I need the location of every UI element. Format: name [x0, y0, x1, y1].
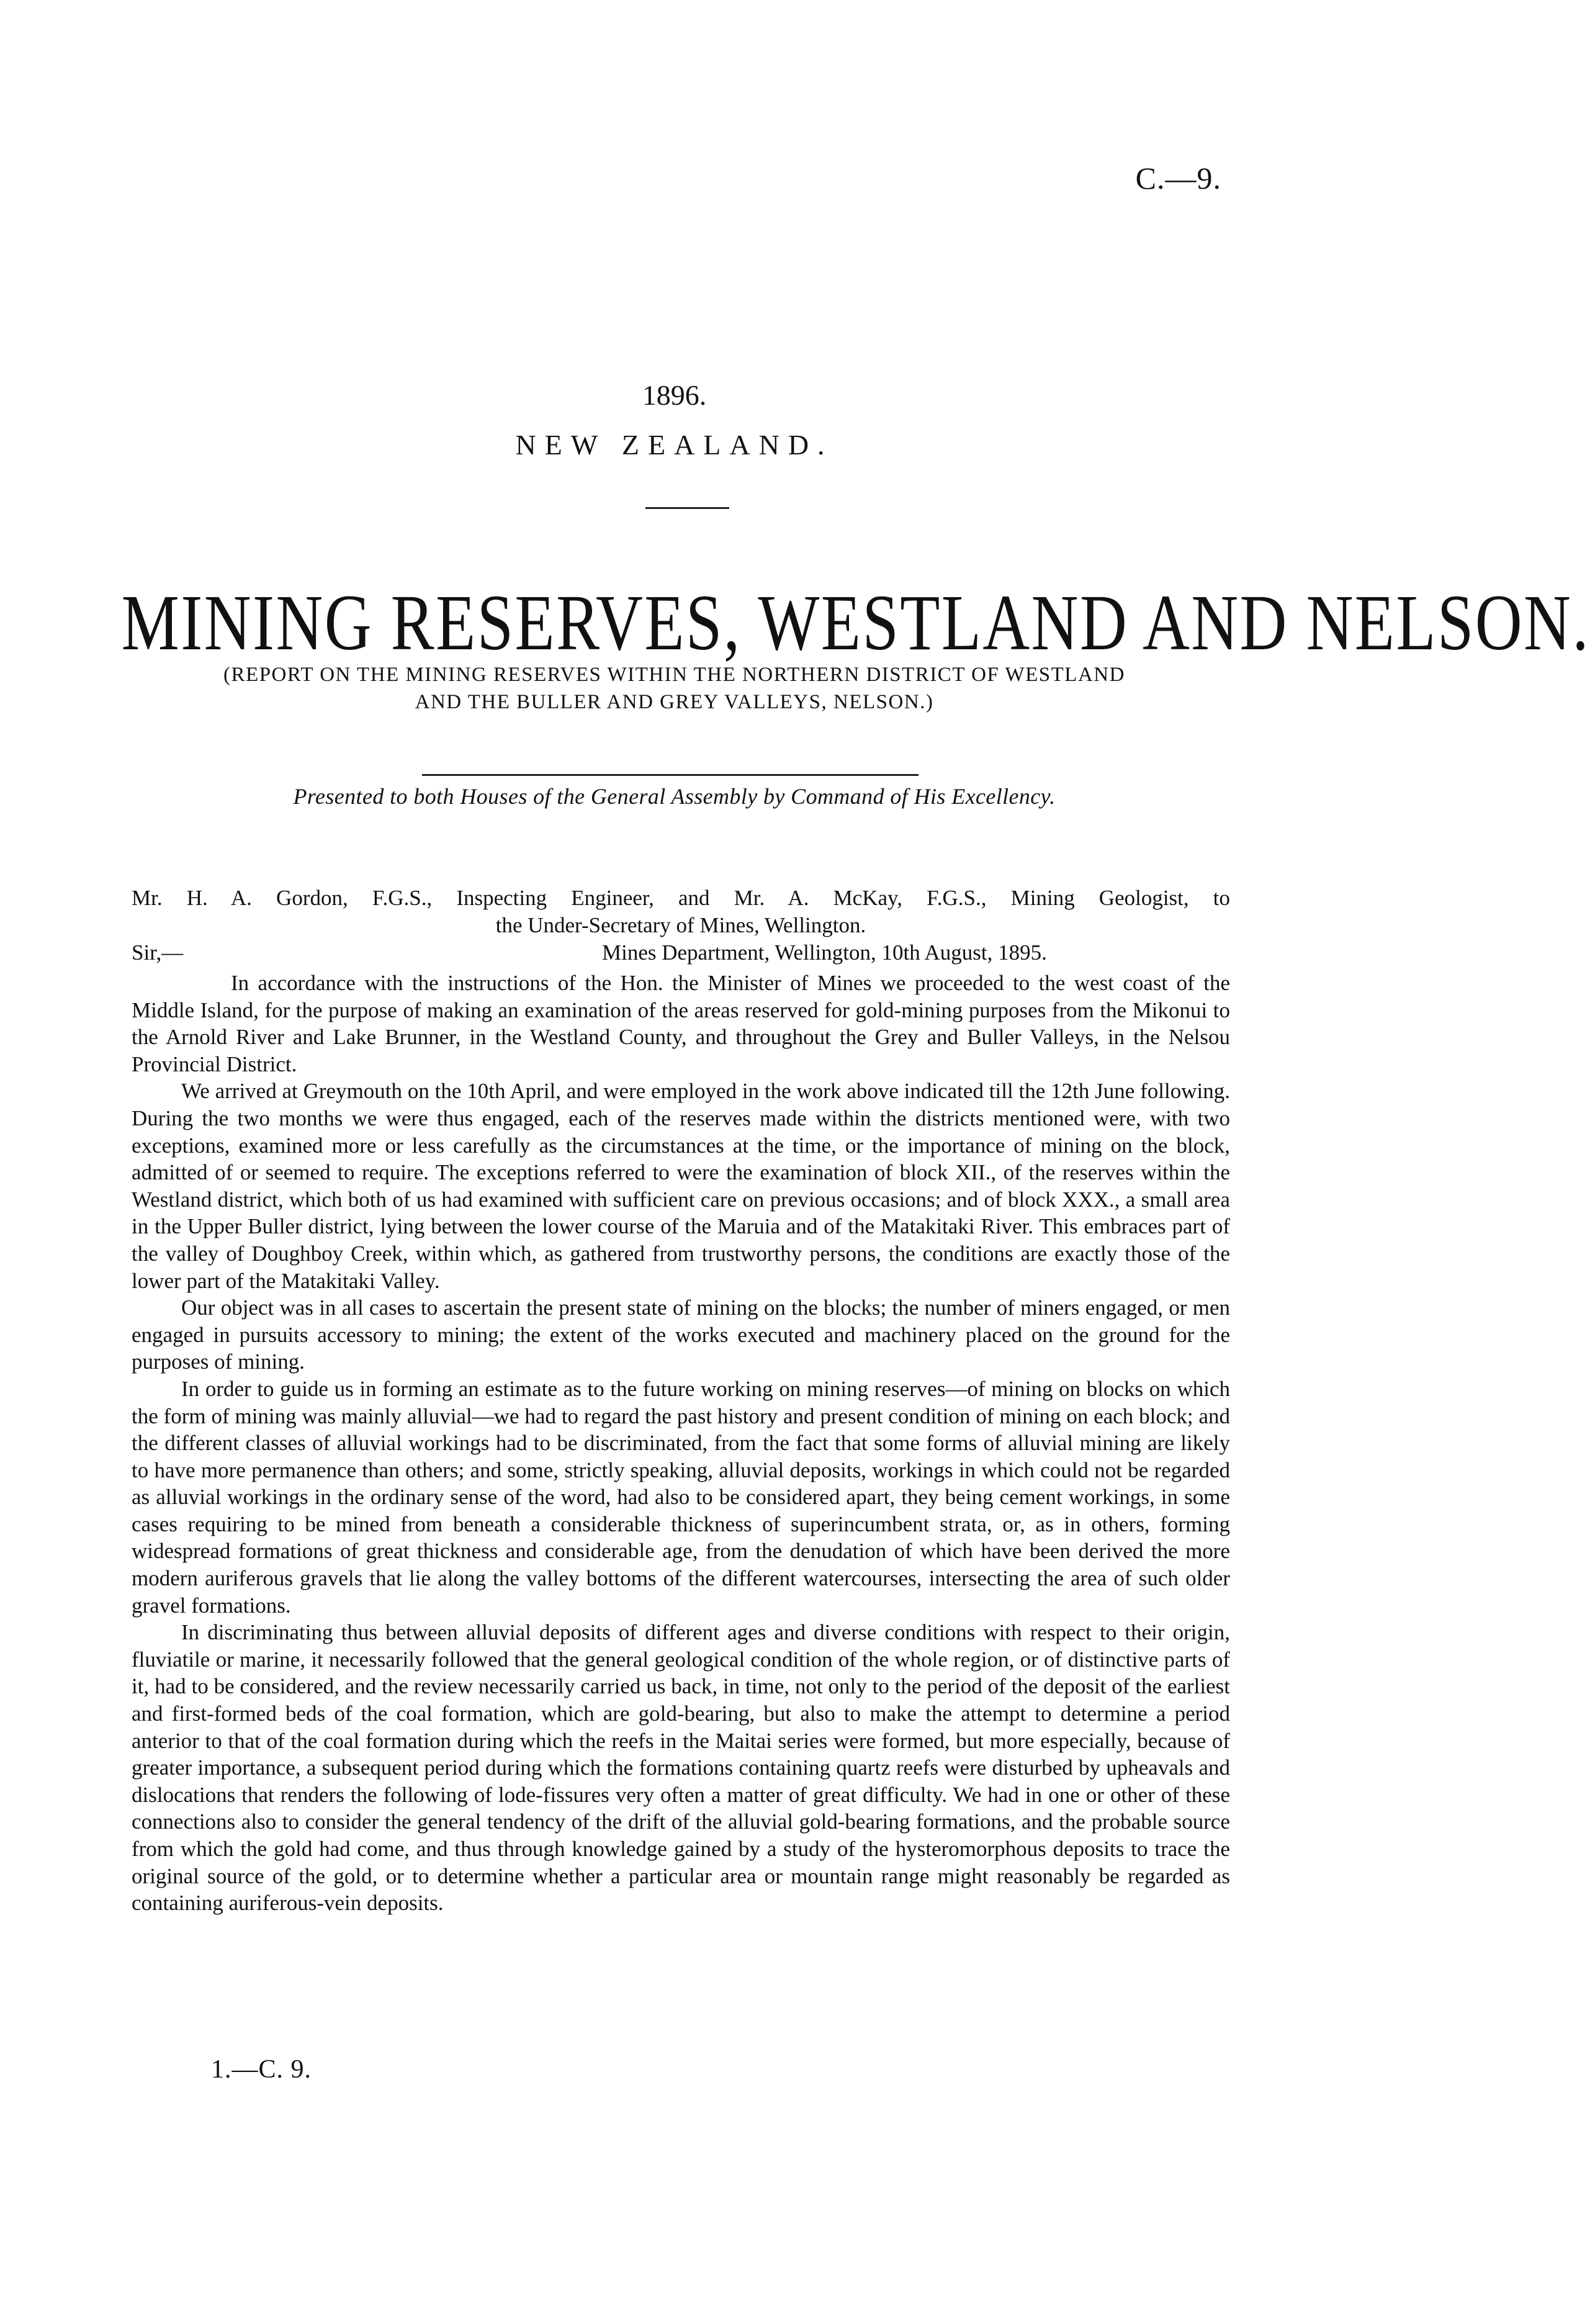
- subtitle-line-1: (REPORT ON THE MINING RESERVES WITHIN THE NORTHERN DISTRICT OF WESTLAND: [223, 664, 1125, 686]
- publication-year: 1896.: [642, 379, 707, 411]
- country-heading: NEW ZEALAND.: [515, 429, 833, 461]
- short-rule-divider: [645, 507, 729, 509]
- body-paragraph: In discriminating thus between alluvial deposits of different ages and diverse conditions with respect to their origin, fluviatile or marine, it necessarily followed that the general geological condition of the whole region, or of distinctive parts of it, had to be considered, and the review necessarily carried us back, in time, not only to the period of the deposit of the earliest and first-formed beds of the coal formation, which are gold-bearing, but also to make the attempt to determine a period anterior to that of the coal formation during which the reefs in the Maitai series were formed, but more especially, because of greater importance, a subsequent period during which the formations containing quartz reefs were disturbed by upheavals and dislocations that renders the following of lode-fissures very often a matter of great difficulty. We had in one or other of these connections also to consider the general tendency of the drift of the alluvial gold-bearing formations, and the probable source from which the gold had come, and thus through knowledge gained by a study of the hysteromorphous deposits to trace the original source of the gold, or to determine whether a particular area or mountain range might reasonably be regarded as containing auriferous-vein deposits.: [132, 1620, 1230, 1916]
- dateline: Mines Department, Wellington, 10th August, 1895.: [602, 940, 1047, 965]
- addressee-line-2: the Under-Secretary of Mines, Wellington.: [495, 913, 866, 937]
- document-subtitle: [0, 661, 1349, 716]
- addressee-line-1: Mr. H. A. Gordon, F.G.S., Inspecting Engineer, and Mr. A. McKay, F.G.S., Mining Geologist, to: [132, 886, 1230, 910]
- paper-reference: C.—9.: [1135, 161, 1221, 196]
- mid-rule-divider: [422, 774, 919, 776]
- page-signature: 1.—C. 9.: [211, 2055, 312, 2084]
- subtitle-line-2: AND THE BULLER AND GREY VALLEYS, NELSON.): [415, 691, 934, 713]
- document-title: MINING RESERVES, WESTLAND AND NELSON.: [121, 579, 1590, 667]
- body-paragraph: In accordance with the instructions of the Hon. the Minister of Mines we proceeded to the west coast of the Middle Island, for the purpose of making an examination of the areas reserved for gold-mining purposes from the Mikonui to the Arnold River and Lake Brunner, in the Westland County, and throughout the Grey and Buller Valleys, in the Nelsou Provincial District.: [132, 971, 1230, 1076]
- body-paragraph: Our object was in all cases to ascertain the present state of mining on the blocks; the number of miners engaged, or men engaged in pursuits accessory to mining; the extent of the works executed and machinery placed on the ground for the purposes of mining.: [132, 1295, 1230, 1374]
- body-paragraph: In order to guide us in forming an estimate as to the future working on mining reserves—of mining on blocks on which the form of mining was mainly alluvial—we had to regard the past history and present condition of mining on each block; and the different classes of alluvial workings had to be discriminated, from the fact that some forms of alluvial mining are likely to have more permanence than others; and some, strictly speaking, alluvial deposits, workings in which could not be regarded as alluvial workings in the ordinary sense of the word, had also to be considered apart, they being cement workings, in some cases requiring to be mined from beneath a considerable thickness of superincumbent strata, or, as in others, forming widespread formations of great thickness and considerable age, from the denudation of which have been derived the more modern auriferous gravels that lie along the valley bottoms of the different watercourses, intersecting the area of such older gravel formations.: [132, 1376, 1230, 1618]
- salutation: Sir,—: [132, 940, 184, 965]
- body-paragraph: We arrived at Greymouth on the 10th April, and were employed in the work above indicated till the 12th June following. During the two months we were thus engaged, each of the reserves made within the districts mentioned were, with two exceptions, examined more or less carefully as the circumstances at the time, or the importance of mining on the block, admitted of or seemed to require. The exceptions referred to were the examination of block XII., of the reserves within the Westland district, which both of us had examined with sufficient care on previous occasions; and of block XXX., a small area in the Upper Buller district, lying between the lower course of the Maruia and of the Matakitaki River. This embraces part of the valley of Doughboy Creek, within which, as gathered from trustworthy persons, the conditions are exactly those of the lower part of the Matakitaki Valley.: [132, 1079, 1230, 1293]
- letter-body: [132, 970, 1230, 1917]
- letter-addressee: [132, 885, 1230, 939]
- presented-statement: Presented to both Houses of the General Assembly by Command of His Excellency.: [293, 784, 1056, 809]
